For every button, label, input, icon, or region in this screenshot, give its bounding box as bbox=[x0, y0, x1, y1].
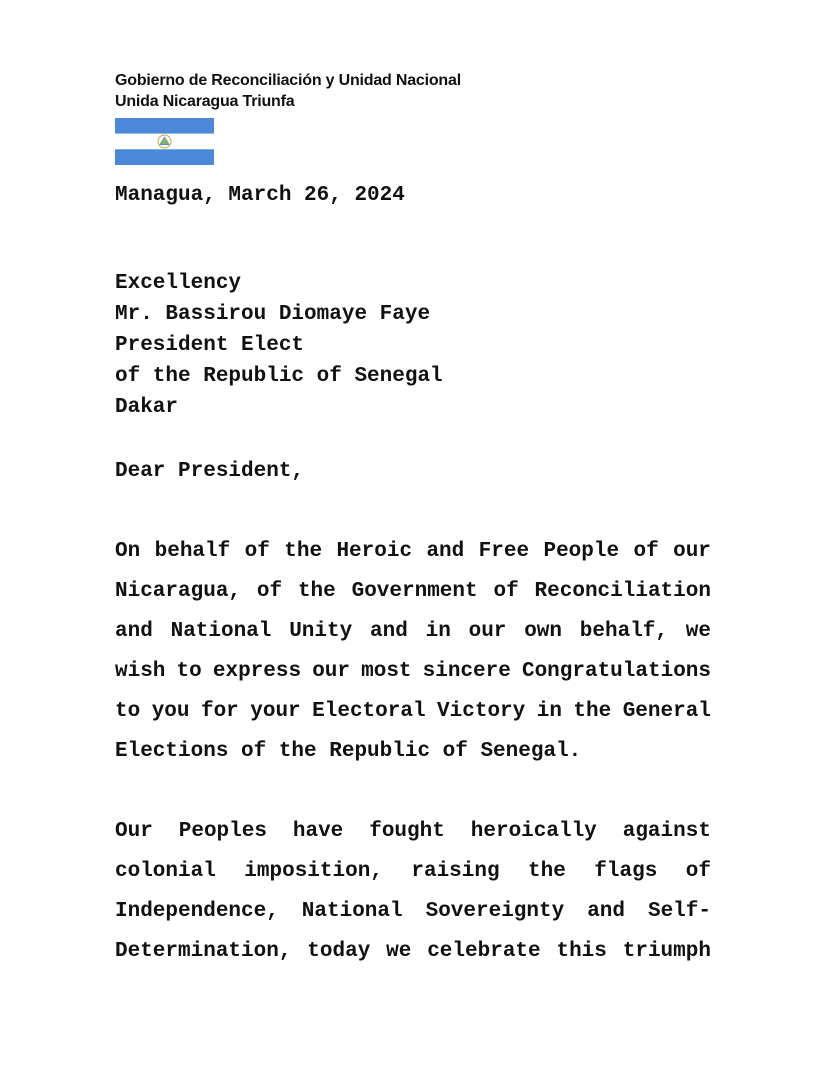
word: Independence, bbox=[115, 900, 279, 923]
word: wish bbox=[115, 660, 166, 683]
word: and bbox=[426, 540, 465, 563]
word: triumph bbox=[622, 940, 711, 963]
letterhead-slogan: Unida Nicaragua Triunfa bbox=[115, 93, 295, 110]
word: and bbox=[587, 900, 625, 923]
nicaragua-flag-icon bbox=[115, 118, 214, 165]
word: Reconciliation bbox=[534, 580, 711, 603]
word: you bbox=[151, 700, 190, 723]
word: Peoples bbox=[178, 820, 267, 843]
word: imposition, bbox=[244, 860, 383, 883]
paragraph-line: Elections of the Republic of Senegal. bbox=[115, 740, 582, 763]
word: have bbox=[292, 820, 344, 843]
word: of bbox=[256, 580, 283, 603]
paragraph-line bbox=[115, 852, 711, 892]
word: the bbox=[528, 860, 566, 883]
word: the bbox=[573, 700, 612, 723]
word: National bbox=[301, 900, 403, 923]
word: of bbox=[244, 540, 270, 563]
word: behalf bbox=[154, 540, 231, 563]
recipient-line: Dakar bbox=[115, 396, 179, 419]
word: Our bbox=[115, 820, 153, 843]
recipient-line: President Elect bbox=[115, 334, 305, 357]
paragraph-line bbox=[115, 932, 711, 972]
word: colonial bbox=[115, 860, 216, 883]
word: National bbox=[170, 620, 272, 643]
word: heroically bbox=[470, 820, 597, 843]
paragraph-line bbox=[115, 652, 711, 692]
word: in bbox=[425, 620, 451, 643]
word: in bbox=[536, 700, 562, 723]
word: express bbox=[212, 660, 302, 683]
word: On bbox=[115, 540, 141, 563]
word: your bbox=[250, 700, 301, 723]
word: for bbox=[200, 700, 239, 723]
recipient-line: of the Republic of Senegal bbox=[115, 365, 443, 388]
word: own bbox=[524, 620, 562, 643]
word: Free bbox=[478, 540, 530, 563]
word: Government bbox=[351, 580, 478, 603]
word: most bbox=[361, 660, 412, 683]
letterhead bbox=[115, 70, 461, 112]
word: our bbox=[673, 540, 711, 563]
word: our bbox=[312, 660, 350, 683]
body-paragraph-congratulations bbox=[115, 532, 711, 772]
word: this bbox=[556, 940, 607, 963]
word: we bbox=[685, 620, 711, 643]
word: behalf, bbox=[579, 620, 668, 643]
paragraph-line bbox=[115, 892, 711, 932]
salutation: Dear President, bbox=[115, 460, 305, 483]
paragraph-line bbox=[115, 812, 711, 852]
word: the bbox=[284, 540, 323, 563]
word: against bbox=[622, 820, 711, 843]
word: Victory bbox=[437, 700, 526, 723]
word: of bbox=[633, 540, 659, 563]
body-paragraph-independence bbox=[115, 812, 711, 972]
word: Determination, bbox=[115, 940, 292, 963]
word: flags bbox=[594, 860, 658, 883]
paragraph-line bbox=[115, 572, 711, 612]
letterhead-government-name: Gobierno de Reconciliación y Unidad Nacional bbox=[115, 72, 461, 89]
word: we bbox=[386, 940, 412, 963]
word: and bbox=[370, 620, 408, 643]
word: fought bbox=[369, 820, 445, 843]
word: Heroic bbox=[336, 540, 413, 563]
word: today bbox=[307, 940, 371, 963]
paragraph-line bbox=[115, 612, 711, 652]
paragraph-line bbox=[115, 532, 711, 572]
paragraph-line bbox=[115, 692, 711, 732]
word: Electoral bbox=[312, 700, 426, 723]
word: Sovereignty bbox=[425, 900, 565, 923]
word: of bbox=[493, 580, 519, 603]
word: People bbox=[543, 540, 620, 563]
word: Nicaragua, bbox=[115, 580, 242, 603]
word: Self- bbox=[647, 900, 711, 923]
word: to bbox=[115, 700, 141, 723]
word: Unity bbox=[289, 620, 353, 643]
word: General bbox=[622, 700, 711, 723]
recipient-block bbox=[115, 268, 443, 423]
word: the bbox=[297, 580, 336, 603]
letter-date: Managua, March 26, 2024 bbox=[115, 184, 405, 207]
word: sincere bbox=[422, 660, 511, 683]
word: and bbox=[115, 620, 153, 643]
word: celebrate bbox=[427, 940, 541, 963]
recipient-line: Mr. Bassirou Diomaye Faye bbox=[115, 303, 431, 326]
word: of bbox=[685, 860, 711, 883]
word: Congratulations bbox=[521, 660, 711, 683]
word: our bbox=[468, 620, 507, 643]
word: raising bbox=[411, 860, 500, 883]
recipient-line: Excellency bbox=[115, 272, 242, 295]
word: to bbox=[176, 660, 202, 683]
